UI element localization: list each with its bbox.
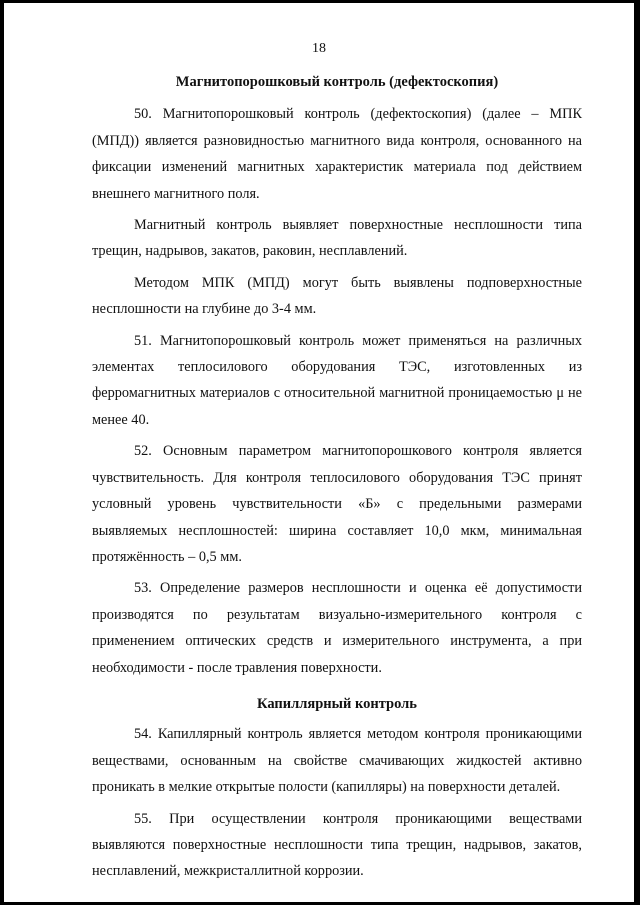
paragraph-magnetic-detects: Магнитный контроль выявляет поверхностные несплошности типа трещин, надрывов, закатов, раковин, несплавлений. bbox=[92, 217, 582, 260]
page-number: 18 bbox=[312, 41, 326, 56]
section-heading-capillary: Капиллярный контроль bbox=[257, 695, 417, 712]
paragraph-50: 50. Магнитопорошковый контроль (дефектоскопия) (далее – МПК (МПД)) является разновидностью магнитного вида контроля, основанного на фиксации изменений магнитных характеристик материала под действием внешнего магнитного поля. bbox=[92, 106, 582, 202]
document-page bbox=[4, 3, 634, 902]
paragraph-52: 52. Основным параметром магнитопорошкового контроля является чувствительность. Для контроля теплосилового оборудования ТЭС принят условный уровень чувствительности «Б» с предельными размерами выявляемых несплошностей: ширина составляет 10,0 мкм, минимальная протяжённость – 0,5 мм. bbox=[92, 443, 582, 565]
paragraph-subsurface: Методом МПК (МПД) могут быть выявлены подповерхностные несплошности на глубине до 3-4 мм. bbox=[92, 274, 582, 318]
paragraph-54: 54. Капиллярный контроль является методом контроля проникающими веществами, основанным на свойстве смачивающих жидкостей активно проникать в мелкие открытые полости (капилляры) на поверхности деталей. bbox=[92, 726, 582, 796]
paragraph-53: 53. Определение размеров несплошности и оценка её допустимости производятся по результатам визуально-измерительного контроля с применением оптических средств и измерительного инструмента, а при необходимости - после травления поверхности. bbox=[92, 580, 582, 676]
document-body bbox=[92, 69, 582, 888]
paragraph-51: 51. Магнитопорошковый контроль может применяться на различных элементах теплосилового оборудования ТЭС, изготовленных из ферромагнитных материалов с относительной магнитной проницаемостью μ не менее 40. bbox=[92, 332, 582, 428]
paragraph-55: 55. При осуществлении контроля проникающими веществами выявляются поверхностные несплошности типа трещин, надрывов, закатов, несплавлений, межкристаллитной коррозии. bbox=[92, 810, 582, 880]
section-heading-magnetic-particle: Магнитопорошковый контроль (дефектоскопия) bbox=[175, 74, 499, 90]
